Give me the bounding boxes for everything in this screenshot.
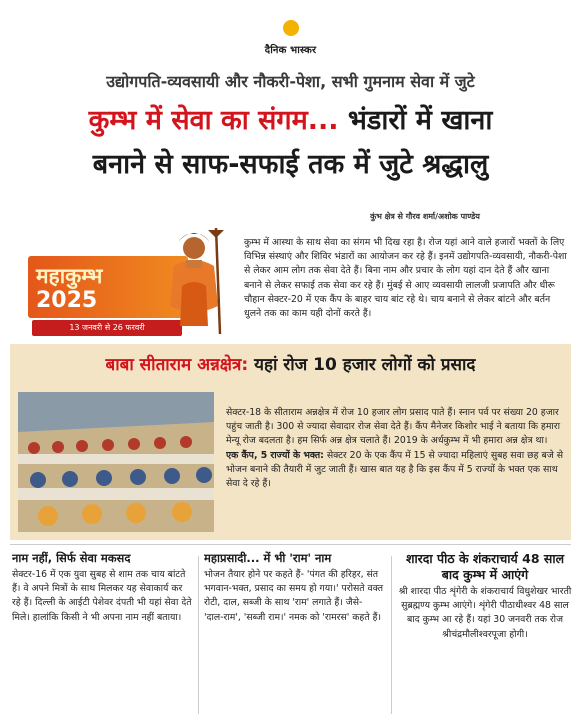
mahakumbh-title: महाकुम्भ: [36, 264, 103, 288]
feature-box-title-red: बाबा सीताराम अन्नक्षेत्र:: [105, 355, 249, 375]
story-1-body: सेक्टर-16 में एक युवा सुबह से शाम तक चाय बांटते हैं। वे अपने मित्रों के साथ मिलकर यह सेवाकार्य कर रहे हैं। दिल्ली के आईटी पेशेवर दंपती भी यहां सेवा देते मिले। हालांकि किसी ने भी अपना नाम नहीं बताया।: [12, 569, 192, 623]
kicker: उद्योगपति-व्यवसायी और नौकरी-पेशा, सभी गुमनाम सेवा में जुटे: [106, 72, 475, 91]
feature-box-title: [12, 352, 569, 375]
story-3-body: श्री शारदा पीठ शृंगेरी के शंकराचार्य विधुशेखर भारती सुब्रह्मण्य कुम्भ आएंगे। शृंगेरी पीठाधीश्वर 48 साल बाद कुम्भ आ रहे हैं। यहां 30 जनवरी तक रोज श्रीचंद्रमौलीश्वरपूजा होगी।: [398, 586, 572, 640]
feature-box-subhead: एक कैंप, 5 राज्यों के भक्त:: [226, 449, 324, 461]
mahakumbh-logo-graphic: [20, 226, 230, 336]
masthead: [0, 8, 581, 62]
mahakumbh-year: 2025: [36, 288, 98, 313]
newspaper-name: दैनिक भास्कर: [264, 45, 317, 56]
column-divider-1: [198, 556, 199, 714]
feature-box-para-1: सेक्टर-18 के सीताराम अन्नक्षेत्र में रोज 10 हजार लोग प्रसाद पाते हैं। स्नान पर्व पर संख्या 20 हजार पहुंच जाती है। 300 से ज्यादा सेवादार रोज सेवा देते हैं। कैंप मैनेजर किशोर भाई ने बताया कि हमारा मेन्यू रोज बदलता है। हम सिर्फ अन्न क्षेत्र चलाते हैं। 2019 के अर्धकुम्भ में भी हमारा अन्न क्षेत्र था।: [226, 407, 561, 447]
story-2-title: महाप्रसादी... में भी 'राम' नाम: [204, 551, 332, 565]
story-column-3: [398, 551, 572, 716]
feature-box-text: [226, 406, 564, 536]
feature-box-title-black: यहां रोज 10 हजार लोगों को प्रसाद: [254, 355, 476, 375]
story-column-2: [204, 551, 384, 716]
headline-line-1: [12, 104, 569, 138]
headline-red-part: कुम्भ में सेवा का संगम...: [88, 105, 339, 136]
intro-paragraph: कुम्भ में आस्था के साथ सेवा का संगम भी दिख रहा है। रोज यहां आने वाले हजारों भक्तों के लिए विभिन्न संस्थाएं और शिविर भंडारों का आयोजन कर रहे हैं। इनमें उद्योगपति-व्यवसायी, नौकरी-पेशा से लेकर आम लोग तक सेवा देते हैं। बिना नाम और प्रचार के लोग यहां दान देते हैं और खाना बनाने से लेकर सफाई तक सेवा कर रहे हैं। मुंबई से आए व्यवसायी लालजी प्रजापति और धीरू चौहान सेक्टर-20 में एक कैंप के बाहर चाय बांट रहे थे। चाय बनाने से लेकर बांटने और बर्तन धुलने तक का काम यही दोनों करते हैं।: [244, 237, 567, 320]
langar-photo: [18, 392, 214, 532]
headline-black-part: भंडारों में खाना: [347, 105, 493, 136]
section-divider: [10, 544, 571, 545]
sun-logo-icon: [283, 20, 299, 36]
feature-box-para-2: सेक्टर 20 के एक कैंप में 15 से ज्यादा महिलाएं सुबह सवा छह बजे से भोजन बनाने की तैयारी में जुट जाती हैं। खास बात यह है कि इस कैंप में 5 राज्यों के भक्त एक साथ सेवा दे रहे हैं।: [226, 449, 563, 490]
sadhu-figure-illustration: [168, 226, 226, 336]
mahakumbh-dates: 13 जनवरी से 26 फरवरी: [32, 320, 182, 336]
headline-line-2: बनाने से साफ-सफाई तक में जुटे श्रद्धालु: [92, 149, 489, 180]
story-2-body: भोजन तैयार होने पर कहते हैं- 'पंगत की हरिहर, संत भगवान-भक्त, प्रसाद का समय हो गया।' परोसते वक्त रोटी, दाल, सब्जी के साथ 'राम' लगाते हैं। जैसे- 'दाल-राम', 'सब्जी राम।' नमक को 'रामरस' कहते हैं।: [204, 569, 384, 623]
byline: कुंभ क्षेत्र से गौरव शर्मा/अशोक पाण्डेय: [370, 212, 480, 221]
photo-illustration: [18, 392, 214, 532]
story-1-title: नाम नहीं, सिर्फ सेवा मकसद: [12, 551, 131, 565]
story-3-title: शारदा पीठ के शंकराचार्य 48 साल बाद कुम्भ में आएंगे: [405, 551, 565, 582]
column-divider-2: [391, 556, 392, 714]
story-column-1: [12, 551, 194, 716]
